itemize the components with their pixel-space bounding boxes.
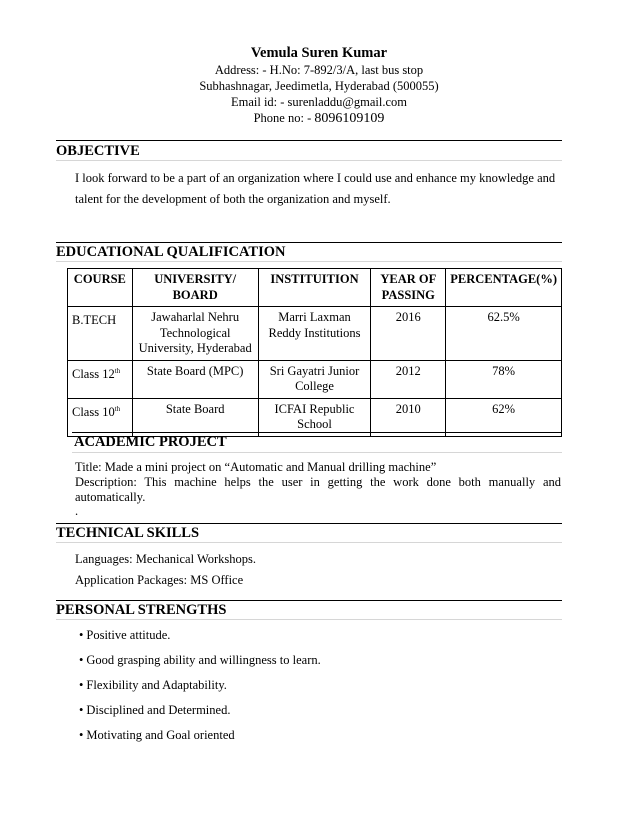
col-header-course: COURSE	[68, 269, 133, 307]
list-item-text: Flexibility and Adaptability.	[86, 678, 227, 692]
phone-label: Phone no: -	[253, 111, 315, 125]
year-cell: 2010	[371, 398, 446, 436]
col-header-board: UNIVERSITY/ BOARD	[132, 269, 258, 307]
address-line-2: Subhashnagar, Jeedimetla, Hyderabad (500055)	[199, 79, 439, 93]
project-trailing: .	[75, 504, 79, 518]
skills-languages: Languages: Mechanical Workshops.	[75, 552, 257, 566]
course-cell	[68, 360, 133, 398]
list-item-text: Motivating and Goal oriented	[86, 728, 235, 742]
strengths-list	[79, 628, 321, 753]
objective-heading: OBJECTIVE	[56, 143, 140, 159]
col-header-percentage: PERCENTAGE(%)	[446, 269, 562, 307]
skills-heading: TECHNICAL SKILLS	[56, 525, 200, 541]
phone-number: 8096109109	[314, 111, 385, 126]
institution-cell: Sri Gayatri Junior College	[258, 360, 371, 398]
section-underline	[56, 160, 562, 161]
bullet-icon: •	[79, 653, 84, 667]
education-heading: EDUCATIONAL QUALIFICATION	[56, 244, 286, 260]
course-name: B.TECH	[72, 313, 117, 328]
address-line-1: Address: - H.No: 7-892/3/A, last bus stop	[214, 63, 424, 77]
list-item	[79, 628, 321, 653]
list-item	[79, 678, 321, 703]
bullet-icon: •	[79, 678, 84, 692]
table-header-row	[68, 269, 562, 307]
course-cell	[68, 398, 133, 436]
board-cell: Jawaharlal Nehru Technological University, Hyderabad	[132, 307, 258, 361]
table-row	[68, 307, 562, 361]
section-rule	[56, 140, 562, 141]
email-line: Email id: - surenladdu@gmail.com	[230, 95, 408, 109]
project-heading: ACADEMIC PROJECT	[74, 434, 227, 450]
project-title: Title: Made a mini project on “Automatic and Manual drilling machine”	[75, 460, 437, 474]
candidate-name: Vemula Suren Kumar	[250, 45, 388, 61]
bullet-icon: •	[79, 728, 84, 742]
section-underline	[56, 542, 562, 543]
objective-text: I look forward to be a part of an organization where I could use and enhance my knowledge and talent for the development of both the organization and myself.	[75, 171, 556, 206]
bullet-icon: •	[79, 703, 84, 717]
project-description: Description: This machine helps the user in getting the work done both manually and automatically.	[75, 475, 561, 504]
list-item-text: Disciplined and Determined.	[86, 703, 231, 717]
project-block	[75, 460, 561, 517]
percentage-cell: 78%	[446, 360, 562, 398]
list-item	[79, 703, 321, 728]
course-suffix: th	[114, 404, 121, 413]
institution-cell: ICFAI Republic School	[258, 398, 371, 436]
bullet-icon: •	[79, 628, 84, 642]
resume-header	[0, 44, 638, 127]
board-cell: State Board	[132, 398, 258, 436]
list-item	[79, 653, 321, 678]
percentage-cell: 62%	[446, 398, 562, 436]
col-header-year: YEAR OF PASSING	[371, 269, 446, 307]
col-header-institution: INSTITUITION	[258, 269, 371, 307]
table-row	[68, 398, 562, 436]
strengths-heading: PERSONAL STRENGTHS	[56, 602, 227, 618]
board-cell: State Board (MPC)	[132, 360, 258, 398]
year-cell: 2012	[371, 360, 446, 398]
list-item-text: Good grasping ability and willingness to learn.	[86, 653, 321, 667]
education-table	[67, 268, 562, 437]
section-underline	[56, 261, 562, 262]
list-item-text: Positive attitude.	[86, 628, 171, 642]
percentage-cell: 62.5%	[446, 307, 562, 361]
institution-cell: Marri Laxman Reddy Institutions	[258, 307, 371, 361]
year-cell: 2016	[371, 307, 446, 361]
table-row	[68, 360, 562, 398]
course-name: Class 10	[72, 404, 115, 419]
list-item	[79, 728, 321, 753]
phone-line	[0, 110, 638, 127]
skills-packages: Application Packages: MS Office	[75, 573, 244, 587]
section-underline	[56, 619, 562, 620]
course-name: Class 12	[72, 366, 115, 381]
section-underline	[72, 452, 562, 453]
course-suffix: th	[114, 366, 121, 375]
course-cell	[68, 307, 133, 361]
